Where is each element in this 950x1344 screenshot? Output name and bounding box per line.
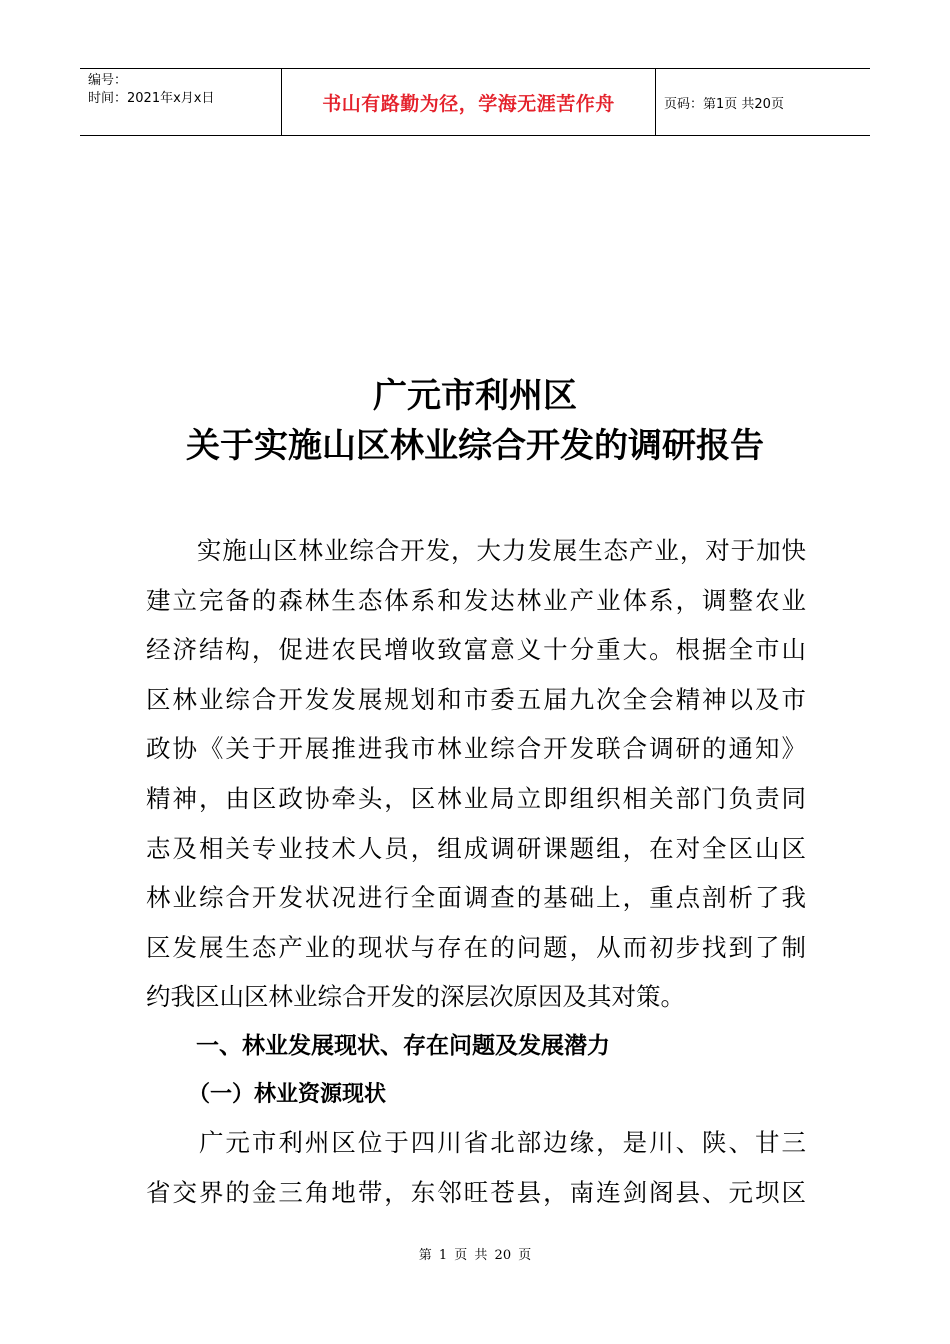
section-heading: 一、林业发展现状、存在问题及发展潜力 — [196, 1033, 610, 1059]
paragraph-line: 精神，由区政协牵头，区林业局立即组织相关部门负责同 — [146, 783, 806, 813]
date-label: 时间：2021年x月x日 — [88, 91, 215, 106]
paragraph-line: 实施山区林业综合开发，大力发展生态产业，对于加快 — [146, 536, 806, 565]
paragraph-line: 建立完备的森林生态体系和发达林业产业体系，调整农业 — [146, 585, 806, 615]
paragraph-line: 经济结构，促进农民增收致富意义十分重大。根据全市山 — [146, 635, 806, 665]
paragraph-line: 区林业综合开发发展规划和市委五届九次全会精神以及市 — [146, 684, 806, 714]
header-page-info: 页码：第1页 共20页 — [664, 96, 784, 112]
paragraph-line: 林业综合开发状况进行全面调查的基础上，重点剖析了我 — [146, 883, 806, 913]
subsection-heading: （一）林业资源现状 — [188, 1082, 387, 1107]
header-meta-cell — [80, 69, 282, 135]
resource-paragraph — [146, 1118, 806, 1217]
paragraph-line: 省交界的金三角地带，东邻旺苍县，南连剑阁县、元坝区 — [146, 1177, 806, 1207]
paragraph-line: 约我区山区林业综合开发的深层次原因及其对策。 — [146, 982, 685, 1012]
paragraph-line: 志及相关专业技术人员，组成调研课题组，在对全区山区 — [146, 833, 806, 863]
document-title-line1: 广元市利州区 — [373, 376, 577, 416]
header-motto: 书山有路勤为径，学海无涯苦作舟 — [282, 69, 656, 135]
document-title-line2: 关于实施山区林业综合开发的调研报告 — [186, 426, 764, 466]
paragraph-line: 政协《关于开展推进我市林业综合开发联合调研的通知》 — [146, 734, 806, 764]
paragraph-line: 区发展生态产业的现状与存在的问题，从而初步找到了制 — [146, 932, 806, 962]
page-header — [80, 68, 870, 136]
paragraph-line: 广元市利州区位于四川省北部边缘，是川、陕、甘三 — [146, 1128, 806, 1157]
intro-paragraph — [146, 526, 806, 1022]
serial-number-label: 编号： — [88, 73, 128, 88]
page-footer: 第 1 页 共 20 页 — [418, 1248, 532, 1263]
